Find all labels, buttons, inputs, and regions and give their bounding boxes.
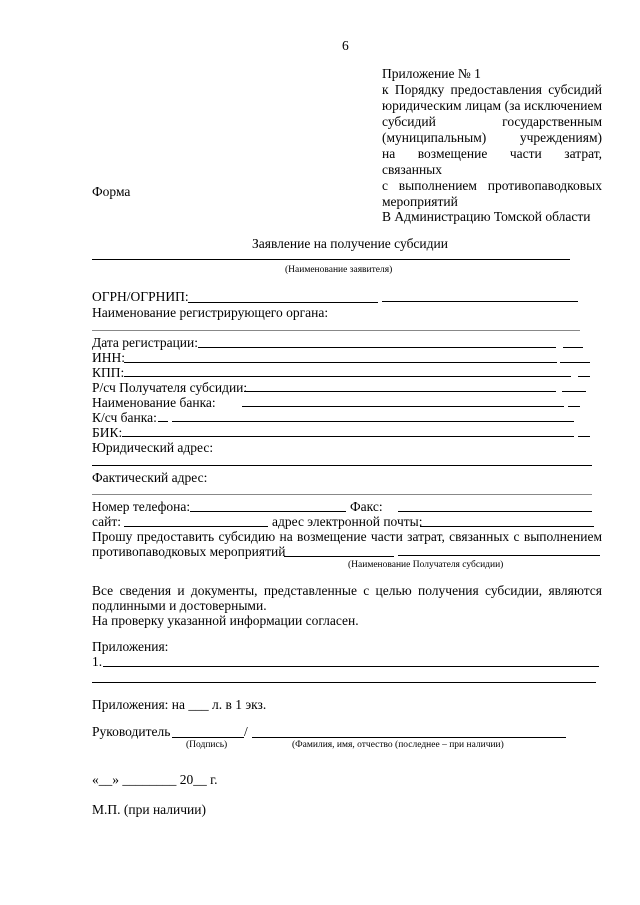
site-input-line[interactable] bbox=[124, 526, 268, 527]
ogrn-input-line-2[interactable] bbox=[382, 301, 578, 302]
inn-input-line-2[interactable] bbox=[560, 362, 590, 363]
ogrn-input-line[interactable] bbox=[188, 302, 378, 303]
attachments-count: Приложения: на ___ л. в 1 экз. bbox=[92, 697, 267, 712]
recipient-caption: (Наименование Получателя субсидии) bbox=[348, 560, 504, 570]
recipient-name-line-2[interactable] bbox=[398, 555, 600, 556]
attachment-item-number: 1. bbox=[92, 654, 103, 669]
legal-address-label: Юридический адрес: bbox=[92, 440, 214, 455]
page-number: 6 bbox=[342, 38, 349, 53]
reg-date-input-line[interactable] bbox=[198, 347, 556, 348]
appendix-line: юридическим лицам (за исключением bbox=[382, 98, 602, 113]
signature-line[interactable] bbox=[172, 737, 244, 738]
account-label: Р/сч Получателя субсидии: bbox=[92, 380, 248, 395]
kpp-input-line[interactable] bbox=[124, 376, 571, 377]
inn-input-line[interactable] bbox=[124, 362, 557, 363]
actual-address-input-line[interactable] bbox=[92, 494, 592, 495]
appendix-line: мероприятий bbox=[382, 194, 458, 209]
bank-label: Наименование банка: bbox=[92, 395, 216, 410]
signature-caption: (Подпись) bbox=[186, 740, 228, 750]
appendix-line: на возмещение части затрат, связанных bbox=[382, 146, 602, 177]
account-input-line-2[interactable] bbox=[562, 391, 586, 392]
bik-label: БИК: bbox=[92, 425, 123, 440]
bik-input-line[interactable] bbox=[122, 436, 574, 437]
full-name-line[interactable] bbox=[252, 737, 566, 738]
account-input-line[interactable] bbox=[244, 391, 556, 392]
addressee: В Администрацию Томской области bbox=[382, 209, 591, 224]
date-line: «__» ________ 20__ г. bbox=[92, 772, 218, 787]
statement-line-1: Все сведения и документы, представленные с целью получения субсидии, являются bbox=[92, 583, 602, 598]
ogrn-label: ОГРН/ОГРНИП: bbox=[92, 289, 189, 304]
attachment-extra-line[interactable] bbox=[92, 682, 596, 683]
appendix-line: к Порядку предоставления субсидий bbox=[382, 82, 602, 97]
appendix-line: с выполнением противопаводковых bbox=[382, 178, 602, 193]
attachments-label: Приложения: bbox=[92, 639, 169, 654]
reg-body-label: Наименование регистрирующего органа: bbox=[92, 305, 329, 320]
applicant-name-line[interactable] bbox=[92, 259, 570, 260]
bank-input-line[interactable] bbox=[242, 406, 564, 407]
phone-input-line[interactable] bbox=[190, 511, 346, 512]
appendix-line: субсидий государственным bbox=[382, 114, 602, 129]
stamp-label: М.П. (при наличии) bbox=[92, 802, 206, 817]
request-line-2: противопаводковых мероприятий bbox=[92, 544, 286, 559]
request-line-1: Прошу предоставить субсидию на возмещение части затрат, связанных с выполнением bbox=[92, 529, 602, 544]
reg-date-label: Дата регистрации: bbox=[92, 335, 199, 350]
document-heading: Заявление на получение субсидии bbox=[252, 236, 448, 251]
actual-address-label: Фактический адрес: bbox=[92, 470, 208, 485]
bank-input-line-2[interactable] bbox=[568, 406, 580, 407]
corr-account-label: К/сч банка: bbox=[92, 410, 157, 425]
statement-line-3: На проверку указанной информации согласен. bbox=[92, 613, 359, 628]
corr-account-input-line[interactable] bbox=[158, 421, 168, 422]
signature-slash: / bbox=[244, 724, 248, 739]
site-label: сайт: bbox=[92, 514, 122, 529]
reg-date-input-line-2[interactable] bbox=[563, 347, 583, 348]
applicant-caption: (Наименование заявителя) bbox=[285, 265, 393, 275]
appendix-line: (муниципальным) учреждениям) bbox=[382, 130, 602, 145]
fax-label: Факс: bbox=[350, 499, 383, 514]
phone-label: Номер телефона: bbox=[92, 499, 191, 514]
recipient-name-line[interactable] bbox=[284, 556, 394, 557]
attachment-item-line[interactable] bbox=[103, 666, 599, 667]
kpp-input-line-2[interactable] bbox=[578, 376, 590, 377]
inn-label: ИНН: bbox=[92, 350, 125, 365]
kpp-label: КПП: bbox=[92, 365, 125, 380]
statement-line-2: подлинными и достоверными. bbox=[92, 598, 267, 613]
head-label: Руководитель bbox=[92, 724, 171, 739]
full-name-caption: (Фамилия, имя, отчество (последнее – при наличии) bbox=[292, 740, 504, 750]
appendix-block bbox=[382, 66, 602, 210]
bik-input-line-2[interactable] bbox=[578, 436, 590, 437]
corr-account-input-line-2[interactable] bbox=[172, 421, 574, 422]
fax-input-line[interactable] bbox=[398, 511, 592, 512]
legal-address-input-line[interactable] bbox=[92, 465, 592, 466]
email-label: адрес электронной почты: bbox=[272, 514, 423, 529]
email-input-line[interactable] bbox=[420, 526, 594, 527]
appendix-title: Приложение № 1 bbox=[382, 66, 481, 81]
reg-body-input-line[interactable] bbox=[92, 330, 580, 331]
form-label: Форма bbox=[92, 184, 131, 199]
